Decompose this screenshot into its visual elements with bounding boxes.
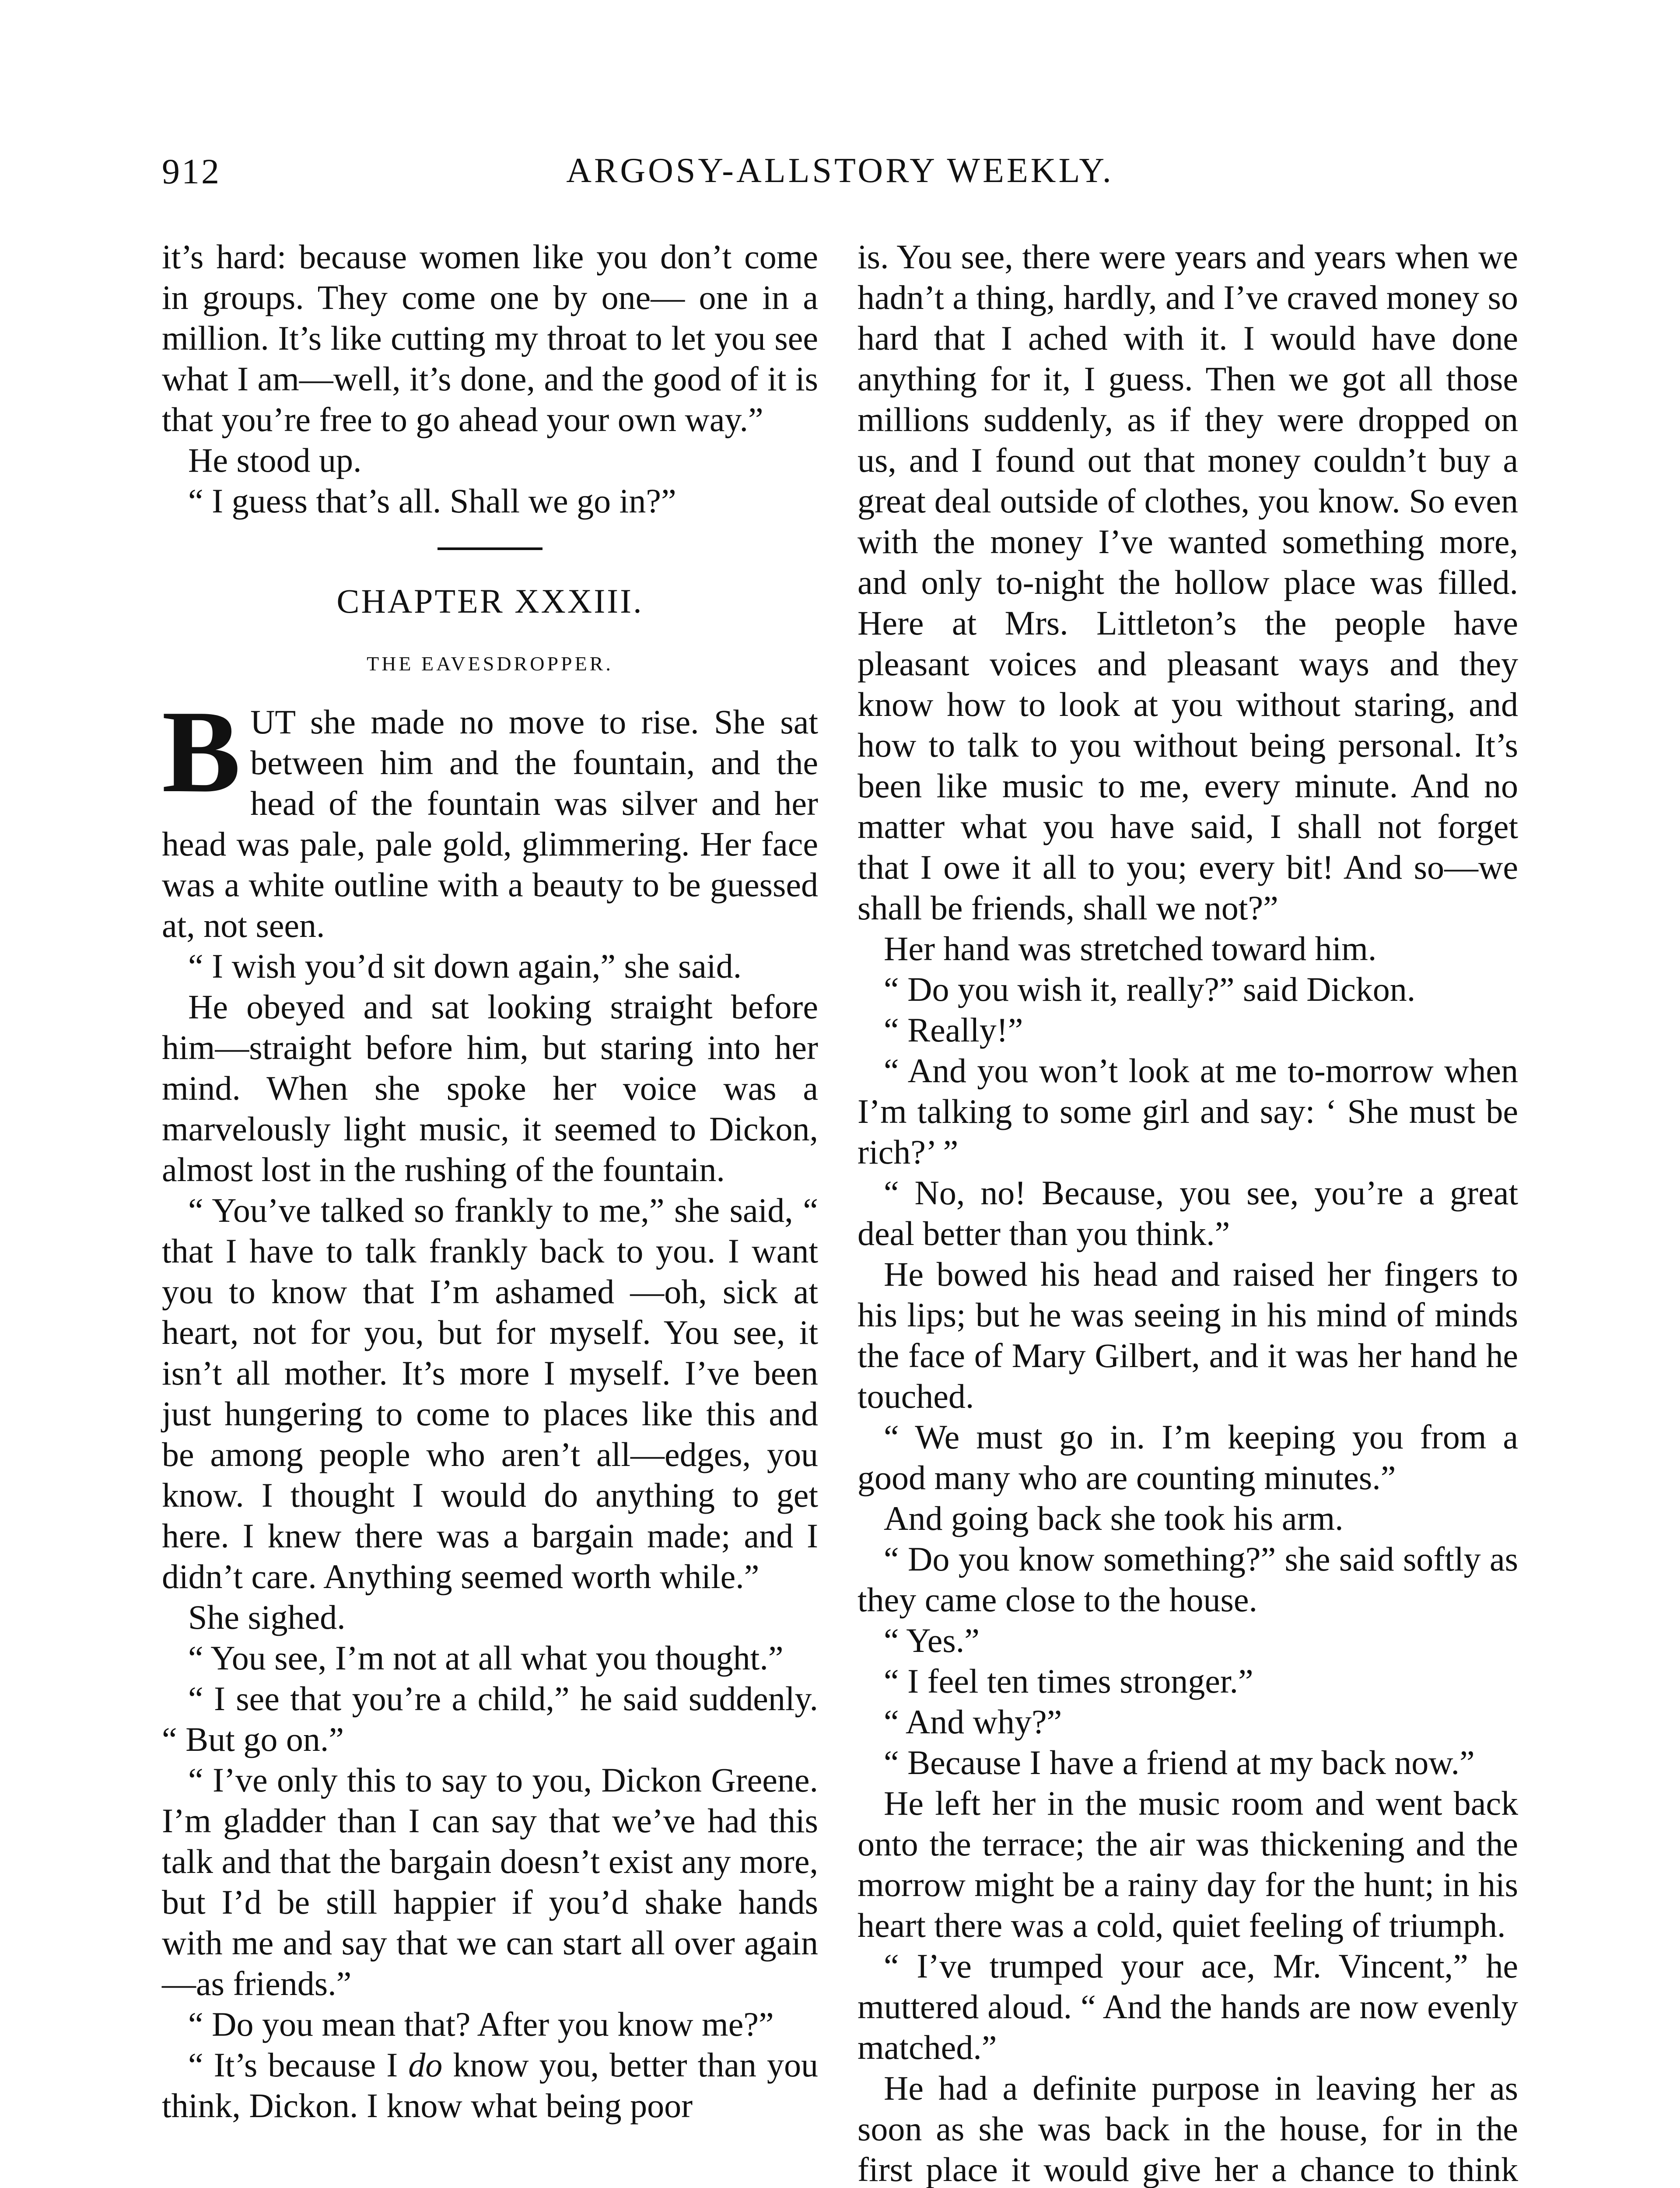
paragraph: “ Really!”: [884, 1011, 1023, 1049]
left-column: [162, 236, 818, 2126]
section-divider: [438, 547, 542, 550]
opening-text: UT she made no move to rise. She sat between him and the fountain, and the head of the fountain was silver and her head was pale, pale gold, glimmering. Her face was a white outline with a beauty to be guessed at, not seen.: [162, 703, 818, 944]
paragraph: “ Do you wish it, really?” said Dickon.: [884, 970, 1416, 1008]
paragraph: it’s hard: because women like you don’t come in groups. They come one by one— one in a million. It’s like cutting my throat to let you see what I am—well, it’s done, and the good of it is that you’re free to go ahead your own way.”: [162, 238, 818, 438]
paragraph: “ I see that you’re a child,” he said suddenly. “ But go on.”: [162, 1680, 818, 1758]
paragraph: She sighed.: [188, 1598, 346, 1636]
text-run: “ It’s because I: [188, 2046, 409, 2084]
paragraph: “ You’ve talked so frankly to me,” she said, “ that I have to talk frankly back to you. I want you to know that I’m ashamed —oh, sick at heart, not for you, but for myself. You see, it isn’t all mother. It’s more I myself. I’ve been just hungering to come to places like this and be among people who aren’t all—edges, you know. I thought I would do anything to get here. I knew there was a bargain made; and I didn’t care. Anything seemed worth while.”: [162, 1191, 818, 1595]
paragraph: And going back she took his arm.: [884, 1499, 1344, 1537]
page-header: [162, 151, 1518, 203]
paragraph: “ And you won’t look at me to-morrow when I’m talking to some girl and say: ‘ She must be rich?’ ”: [858, 1052, 1518, 1171]
page-number: 912: [162, 151, 221, 191]
paragraph: “ No, no! Because, you see, you’re a great deal better than you think.”: [858, 1174, 1518, 1252]
paragraph: “ And why?”: [884, 1703, 1062, 1741]
paragraph: “ Yes.”: [884, 1621, 980, 1659]
drop-cap: B: [162, 686, 241, 817]
paragraph: [162, 2044, 818, 2126]
paragraph: He stood up.: [188, 441, 362, 479]
paragraph: He had a definite purpose in leaving her as soon as she was back in the house, for in the first place it would give her a chance to think: [858, 2069, 1518, 2188]
paragraph: He obeyed and sat looking straight before him—straight before him, but staring into her mind. When she spoke her voice was a marvelously light music, it seemed to Dickon, almost lost in the rushing of the fountain.: [162, 988, 818, 1189]
right-column: [858, 236, 1518, 2188]
paragraph: “ You see, I’m not at all what you thought.”: [188, 1639, 784, 1677]
chapter-title: CHAPTER XXXIII.: [336, 582, 644, 620]
chapter-subtitle: THE EAVESDROPPER.: [367, 652, 613, 675]
paragraph: “ I feel ten times stronger.”: [884, 1662, 1253, 1700]
text-run: know you, better than you think, Dickon. I know what being poor: [162, 2046, 818, 2125]
paragraph: He left her in the music room and went back onto the terrace; the air was thickening and the morrow might be a rainy day for the hunt; in his heart there was a cold, quiet feeling of triumph.: [858, 1784, 1518, 1944]
paragraph: “ I’ve trumped your ace, Mr. Vincent,” he muttered aloud. “ And the hands are now evenly matched.”: [858, 1947, 1518, 2066]
emphasis: do: [408, 2046, 443, 2084]
paragraph: “ We must go in. I’m keeping you from a good many who are counting minutes.”: [858, 1418, 1518, 1497]
paragraph: “ Do you know something?” she said softly as they came close to the house.: [858, 1540, 1518, 1619]
paragraph: “ I’ve only this to say to you, Dickon Greene. I’m gladder than I can say that we’ve had this talk and that the bargain doesn’t exist any more, but I’d be still happier if you’d shake hands with me and say that we can start all over again—as friends.”: [162, 1761, 818, 2002]
opening-paragraph: [162, 686, 818, 946]
paragraph: “ Do you mean that? After you know me?”: [188, 2005, 774, 2043]
running-title: ARGOSY-ALLSTORY WEEKLY.: [566, 151, 1114, 190]
paragraph: “ I wish you’d sit down again,” she said.: [188, 947, 742, 985]
paragraph: is. You see, there were years and years when we hadn’t a thing, hardly, and I’ve craved money so hard that I ached with it. I would have done anything for it, I guess. Then we got all those millions suddenly, as if they were dropped on us, and I found out that money couldn’t buy a great deal outside of clothes, you know. So even with the money I’ve wanted something more, and only to-night the hollow place was filled. Here at Mrs. Littleton’s the people have pleasant voices and pleasant ways and they know how to look at you without staring, and how to talk to you without being personal. It’s been like music to me, every minute. And no matter what you have said, I shall not forget that I owe it all to you; every bit! And so—we shall be friends, shall we not?”: [858, 238, 1518, 927]
paragraph: “ Because I have a friend at my back now.”: [884, 1743, 1475, 1781]
paragraph: He bowed his head and raised her fingers to his lips; but he was seeing in his mind of minds the face of Mary Gilbert, and it was her hand he touched.: [858, 1255, 1518, 1415]
paragraph: Her hand was stretched toward him.: [884, 929, 1377, 968]
paragraph: “ I guess that’s all. Shall we go in?”: [188, 482, 676, 520]
